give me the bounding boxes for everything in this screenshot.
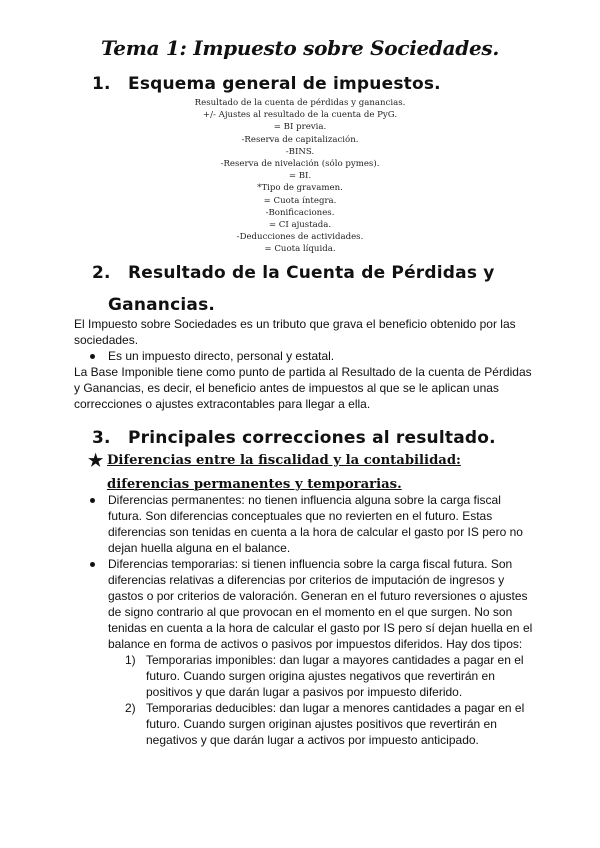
scheme-line: -Reserva de capitalización. [241, 134, 359, 145]
scheme-line: -Bonificaciones. [265, 207, 335, 218]
scheme-line: -BINS. [285, 146, 315, 157]
section-3-body [74, 492, 534, 748]
scheme-line: = Cuota líquida. [264, 244, 336, 255]
section-1-heading [92, 68, 441, 100]
section-1-title: Esquema general de impuestos. [128, 74, 441, 94]
bullet-item: Diferencias permanentes: no tienen influencia alguna sobre la carga fiscal futura. Son diferencias conceptuales que no revierten en el futuro. Estas diferencias son tenidas en cuenta a la hora de calcular el gasto por IS pero no dejan huella alguna en el balance. [74, 492, 534, 556]
scheme-line: = BI previa. [273, 122, 327, 133]
section-2-number: 2. [92, 263, 111, 283]
paragraph: El Impuesto sobre Sociedades es un tributo que grava el beneficio obtenido por las sociedades. [74, 317, 516, 347]
list-item-text: Temporarias deducibles: dan lugar a menores cantidades a pagar en el futuro. Cuando surgen originan ajustes positivos que revertirán en negativos y que darán lugar a activos por impuesto anticipado. [146, 701, 525, 747]
section-3-number: 3. [92, 428, 111, 448]
section-2-body [74, 316, 534, 412]
subheading [88, 449, 538, 497]
list-marker: 1) [125, 653, 136, 667]
page-title: Tema 1: Impuesto sobre Sociedades. [101, 36, 499, 60]
subheading-text: Diferencias entre la fiscalidad y la contabilidad: diferencias permanentes y temporarias. [107, 453, 461, 492]
section-2-heading [92, 257, 495, 321]
scheme-line: *Tipo de gravamen. [257, 183, 343, 194]
bullet-item: Es un impuesto directo, personal y estatal. [74, 348, 534, 364]
list-marker: 2) [125, 701, 136, 715]
section-2-title-line1: Resultado de la Cuenta de Pérdidas y [128, 263, 495, 283]
scheme-line: -Deducciones de actividades. [236, 232, 364, 243]
scheme-line: -Reserva de nivelación (sólo pymes). [220, 159, 380, 170]
star-icon: ★ [88, 451, 104, 471]
section-1-number: 1. [92, 74, 111, 94]
scheme-line: Resultado de la cuenta de pérdidas y ganancias. [194, 98, 406, 108]
scheme-line: = BI. [288, 171, 312, 182]
scheme-line: = Cuota íntegra. [263, 195, 337, 206]
section-3-title: Principales correcciones al resultado. [128, 428, 496, 448]
list-item-text: Temporarias imponibles: dan lugar a mayores cantidades a pagar en el futuro. Cuando surgen origina ajustes negativos que revertirán en positivos y que darán lugar a pasivos por impuesto diferido. [146, 653, 524, 699]
list-item [74, 700, 534, 748]
section-2-title-line2: Ganancias. [108, 295, 216, 315]
tax-scheme [150, 97, 450, 256]
bullet-item: Diferencias temporarias: si tienen influencia sobre la carga fiscal futura. Son diferencias relativas a diferencias por criterios de imputación de ingresos y gastos o por criterios de valoración. Generan en el futuro reversiones o ajustes de signo contrario al que provocan en el momento en el que surgen. No son tenidas en cuenta a la hora de calcular el gasto por IS pero sí dejan huella en el balance en forma de activos o pasivos por impuestos diferidos. Hay dos tipos: [74, 556, 534, 652]
paragraph: La Base Imponible tiene como punto de partida al Resultado de la cuenta de Pérdidas y Ganancias, es decir, el beneficio antes de impuestos al que se le aplican unas correcciones o ajustes extracontables para llegar a ella. [74, 365, 532, 411]
types-list [74, 652, 534, 748]
scheme-line: = CI ajustada. [268, 220, 332, 231]
scheme-line: +/- Ajustes al resultado de la cuenta de PyG. [202, 110, 398, 121]
list-item [74, 652, 534, 700]
